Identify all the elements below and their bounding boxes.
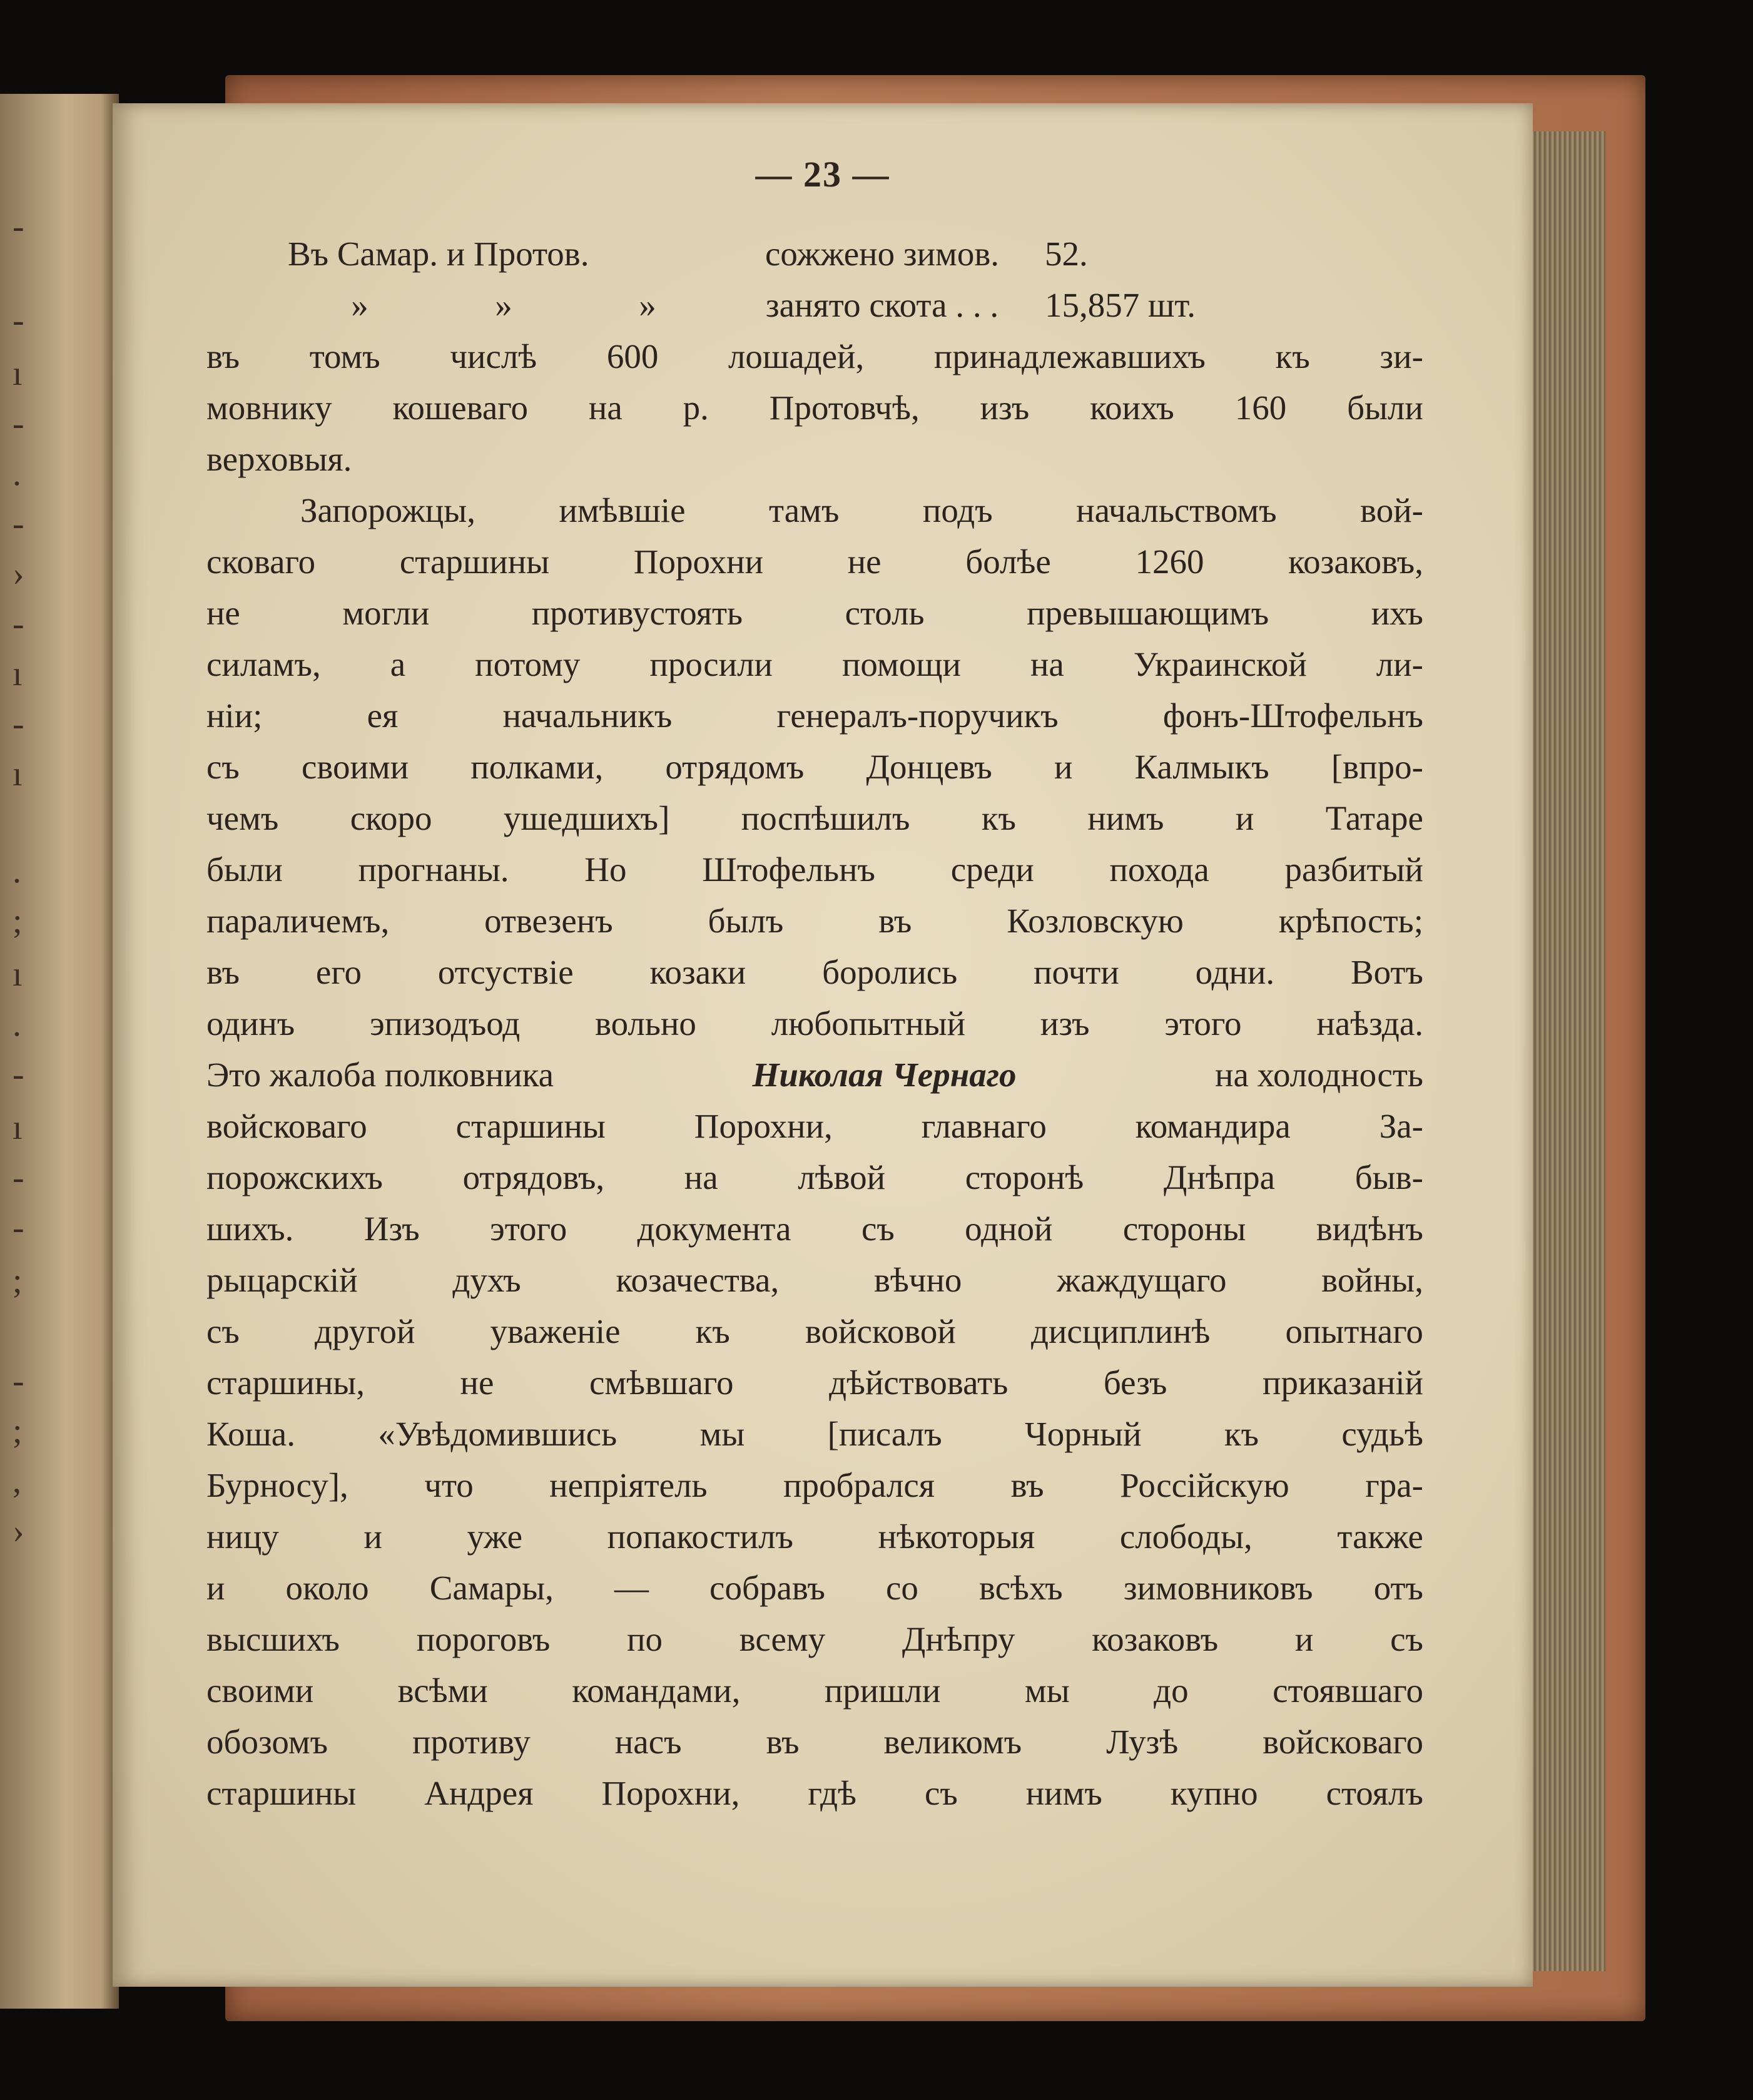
word: а (390, 645, 406, 683)
word: ея (367, 696, 399, 735)
ditto-mark: » (639, 286, 656, 324)
word: Порохни, (694, 1107, 833, 1145)
word: Протовчѣ, (769, 389, 920, 427)
word: отрядовъ, (462, 1158, 605, 1196)
margin-char: - (13, 705, 24, 743)
word: въ (766, 1723, 800, 1761)
word: фонъ-Штофельнъ (1162, 696, 1423, 735)
word: Бурносу], (206, 1466, 348, 1504)
word: быв- (1354, 1158, 1423, 1196)
word: чемъ (206, 799, 279, 837)
word: духъ (452, 1261, 521, 1299)
word: войсковаго (1263, 1723, 1423, 1761)
word: своими (301, 748, 409, 786)
word: пороговъ (416, 1620, 551, 1658)
word: р. (683, 389, 709, 427)
word: слободы, (1119, 1517, 1253, 1556)
word: генералъ-поручикъ (776, 696, 1059, 735)
word: кошеваго (392, 389, 529, 427)
text-line-with-name (206, 1049, 1423, 1101)
word: всѣхъ (978, 1569, 1063, 1607)
text-line (206, 1614, 1423, 1665)
word: просили (649, 645, 773, 683)
word: старшины (206, 1774, 357, 1812)
word: [писалъ (827, 1415, 942, 1453)
word: что (424, 1466, 474, 1504)
word: командами, (572, 1671, 741, 1710)
word: противу (412, 1723, 531, 1761)
word: Порохни (633, 543, 764, 581)
word: главнаго (921, 1107, 1047, 1145)
word: эпизодъод (370, 1004, 521, 1042)
margin-char: - (13, 604, 24, 643)
text-line (206, 1101, 1423, 1152)
word: Татаре (1325, 799, 1423, 837)
word: не (847, 543, 882, 581)
word: изъ (980, 389, 1030, 427)
word: въ (878, 902, 912, 940)
word: насъ (614, 1723, 682, 1761)
word: одни. (1195, 953, 1275, 991)
word: не (206, 594, 240, 632)
word: Штофельнъ (702, 850, 875, 889)
word: вой- (1360, 491, 1423, 529)
word: 160 (1234, 389, 1287, 427)
word: къ (1275, 337, 1310, 375)
word: ницу (206, 1517, 279, 1556)
word: помощи (842, 645, 961, 683)
text-line (206, 1562, 1423, 1614)
word: войсковой (805, 1312, 956, 1350)
word: Днѣпру (902, 1620, 1015, 1658)
word: ли- (1376, 645, 1423, 683)
margin-char: › (13, 554, 24, 593)
word: среди (950, 850, 1034, 889)
text-line (206, 1152, 1423, 1203)
margin-char: ı (13, 354, 23, 393)
paragraph-start (206, 485, 1423, 536)
text-line (206, 895, 1423, 947)
word: коихъ (1090, 389, 1174, 427)
word: къ (981, 799, 1016, 837)
text-line (206, 1409, 1423, 1460)
word: въ (206, 953, 240, 991)
word: прогнаны. (358, 850, 509, 889)
word: Чорный (1024, 1415, 1142, 1453)
word: зимовниковъ (1123, 1569, 1313, 1607)
word: лѣвой (798, 1158, 886, 1196)
word: начальствомъ (1076, 491, 1277, 529)
word: числѣ (450, 337, 537, 375)
word: Донцевъ (866, 748, 992, 786)
text-line (206, 1306, 1423, 1357)
table-place-ditto (206, 280, 719, 331)
word: мы (1024, 1671, 1070, 1710)
word: не (460, 1363, 494, 1402)
word: Запорожцы, (300, 491, 475, 529)
word: командира (1135, 1107, 1291, 1145)
text-line (206, 639, 1423, 690)
word: тамъ (769, 491, 840, 529)
margin-char: - (13, 1055, 24, 1094)
margin-char: . (13, 454, 21, 493)
table-item: сожжено зимов. (765, 235, 1000, 273)
word: всѣми (397, 1671, 488, 1710)
word: и (1294, 1620, 1314, 1658)
text-line (206, 1511, 1423, 1562)
table-value: 15,857 шт. (1045, 286, 1196, 324)
word: около (285, 1569, 369, 1607)
text-line (206, 1203, 1423, 1255)
word: къ (1224, 1415, 1259, 1453)
margin-char: - (13, 1208, 24, 1247)
margin-char: . (13, 1005, 21, 1044)
word: съ (924, 1774, 958, 1812)
word: За- (1379, 1107, 1423, 1145)
word: на (1030, 645, 1064, 683)
word: Козловскую (1007, 902, 1184, 940)
text-line (206, 690, 1423, 742)
margin-char: ı (13, 755, 23, 793)
table-row (206, 228, 1423, 280)
text-line (206, 331, 1423, 382)
margin-char: ; (13, 1412, 23, 1450)
word: въ (1010, 1466, 1044, 1504)
text-line (206, 1255, 1423, 1306)
text-line (206, 742, 1423, 793)
word: имѣвшіе (559, 491, 686, 529)
margin-char: ; (13, 1262, 23, 1300)
word: съ (206, 748, 240, 786)
ditto-mark: » (495, 286, 512, 324)
word: по (627, 1620, 663, 1658)
text-line (206, 1357, 1423, 1409)
text-line (206, 1768, 1423, 1819)
word: поспѣшилъ (741, 799, 910, 837)
word: документа (637, 1210, 791, 1248)
word: Россійскую (1120, 1466, 1289, 1504)
margin-char: - (13, 207, 24, 246)
word: гдѣ (808, 1774, 857, 1812)
word: пришли (824, 1671, 941, 1710)
word: уже (467, 1517, 522, 1556)
word: наѣзда. (1316, 1004, 1423, 1042)
table-row (206, 280, 1423, 331)
word: высшихъ (206, 1620, 340, 1658)
word: съ (1390, 1620, 1423, 1658)
word: похода (1109, 850, 1209, 889)
word: и (363, 1517, 382, 1556)
word: козаковъ, (1288, 543, 1423, 581)
word: Калмыкъ (1134, 748, 1269, 786)
word: Порохни, (601, 1774, 740, 1812)
word: рыцарскій (206, 1261, 358, 1299)
word: и (1235, 799, 1254, 837)
word: одинъ (206, 1004, 295, 1042)
table-value: 52. (1045, 235, 1088, 273)
word: великомъ (883, 1723, 1022, 1761)
word: стоялъ (1326, 1774, 1423, 1812)
word: 1260 (1135, 543, 1204, 581)
word: «Увѣдомившись (378, 1415, 617, 1453)
word: войны, (1321, 1261, 1423, 1299)
word: этого (490, 1210, 567, 1248)
word: сковаго (206, 543, 316, 581)
margin-char: . (13, 852, 21, 890)
word: старшины, (206, 1363, 365, 1402)
word: также (1337, 1517, 1423, 1556)
margin-char: - (13, 1362, 24, 1400)
word: козачества, (616, 1261, 780, 1299)
word: подъ (922, 491, 993, 529)
word: зи- (1380, 337, 1423, 375)
margin-char: ı (13, 655, 23, 693)
word: вѣчно (873, 1261, 962, 1299)
word: пробрался (783, 1466, 935, 1504)
word: и (206, 1569, 225, 1607)
word: другой (315, 1312, 415, 1350)
word: силамъ, (206, 645, 321, 683)
word: Лузѣ (1106, 1723, 1179, 1761)
word: старшины (399, 543, 550, 581)
word: козаки (649, 953, 746, 991)
word: уваженіе (490, 1312, 621, 1350)
word: Изъ (363, 1210, 420, 1248)
margin-char: ı (13, 955, 23, 994)
word: превышающимъ (1027, 594, 1269, 632)
word: видѣнъ (1316, 1210, 1423, 1248)
word: Самары, (429, 1569, 554, 1607)
text-line (206, 382, 1423, 434)
text-line (206, 1716, 1423, 1768)
word: начальникъ (502, 696, 673, 735)
word: мовнику (206, 389, 332, 427)
table-place: Въ Самар. и Протов. (288, 235, 589, 273)
word: лошадей, (728, 337, 865, 375)
word: скоро (350, 799, 432, 837)
word: въ (206, 337, 240, 375)
page-edges (1527, 131, 1605, 1971)
word: отрядомъ (665, 748, 805, 786)
word: судьѣ (1341, 1415, 1423, 1453)
word: были (1347, 389, 1423, 427)
text-line: верховыя. (206, 440, 352, 478)
word: могли (342, 594, 430, 632)
text-line (206, 1665, 1423, 1716)
word: любопытный (771, 1004, 966, 1042)
word: его (315, 953, 362, 991)
word: нѣкоторыя (878, 1517, 1035, 1556)
word: опытнаго (1285, 1312, 1423, 1350)
word: съ (206, 1312, 240, 1350)
word: стороны (1122, 1210, 1246, 1248)
word: изъ (1040, 1004, 1090, 1042)
word: были (206, 850, 283, 889)
word: принадлежавшихъ (933, 337, 1206, 375)
word: Андрея (424, 1774, 534, 1812)
text-line (206, 588, 1423, 639)
word: до (1154, 1671, 1189, 1710)
word: Вотъ (1351, 953, 1423, 991)
word: приказаній (1263, 1363, 1423, 1402)
left-facing-page (0, 94, 119, 2009)
word: и (1054, 748, 1073, 786)
text-line (206, 998, 1423, 1049)
word: почти (1034, 953, 1119, 991)
word: нимъ (1025, 1774, 1102, 1812)
word: столь (845, 594, 925, 632)
italic-name: Николая Чернаго (752, 1056, 1017, 1094)
word: дисциплинѣ (1031, 1312, 1211, 1350)
word: этого (1164, 1004, 1242, 1042)
text-line (206, 536, 1423, 588)
word: купно (1170, 1774, 1258, 1812)
word: сторонѣ (965, 1158, 1084, 1196)
text-line (206, 844, 1423, 895)
word: ихъ (1371, 594, 1423, 632)
word: разбитый (1284, 850, 1423, 889)
text-fragment: Это жалоба полковника (206, 1056, 554, 1094)
word: боролись (822, 953, 958, 991)
text-line (206, 793, 1423, 844)
margin-char: - (13, 404, 24, 443)
word: съ (861, 1210, 895, 1248)
word: непріятель (549, 1466, 708, 1504)
word: — (614, 1569, 649, 1607)
word: болѣе (965, 543, 1051, 581)
table-item: занято скота . . . (765, 286, 999, 324)
ditto-mark: » (351, 286, 368, 324)
word: смѣвшаго (589, 1363, 734, 1402)
text-line (206, 947, 1423, 998)
margin-char: - (13, 301, 24, 340)
word: порожскихъ (206, 1158, 383, 1196)
text-fragment: на холодность (1215, 1056, 1423, 1094)
word: собравъ (709, 1569, 825, 1607)
word: отъ (1373, 1569, 1423, 1607)
word: войсковаго (206, 1107, 367, 1145)
word: былъ (708, 902, 784, 940)
word: параличемъ, (206, 902, 390, 940)
word: стоявшаго (1273, 1671, 1423, 1710)
word: одной (965, 1210, 1053, 1248)
word: старшины (455, 1107, 606, 1145)
word: Днѣпра (1163, 1158, 1276, 1196)
margin-char: ı (13, 1108, 23, 1147)
word: жаждущаго (1057, 1261, 1227, 1299)
word: противустоять (531, 594, 743, 632)
word: [впро- (1331, 748, 1423, 786)
word: Украинской (1133, 645, 1307, 683)
word: своими (206, 1671, 314, 1710)
word: отвезенъ (484, 902, 613, 940)
word: Коша. (206, 1415, 295, 1453)
word: Но (584, 850, 627, 889)
page-number: — 23 — (755, 154, 890, 195)
word: къ (695, 1312, 730, 1350)
word: 600 (606, 337, 659, 375)
word: безъ (1103, 1363, 1167, 1402)
margin-char: - (13, 504, 24, 543)
word: нимъ (1087, 799, 1164, 837)
margin-char: , (13, 1462, 21, 1501)
margin-char: - (13, 1158, 24, 1197)
word: ушедшихъ] (503, 799, 670, 837)
word: полками, (470, 748, 604, 786)
margin-char: › (13, 1512, 24, 1551)
word: вольно (595, 1004, 696, 1042)
word: ніи; (206, 696, 263, 735)
word: потому (475, 645, 581, 683)
text-line (206, 1460, 1423, 1511)
word: дѣйствовать (829, 1363, 1009, 1402)
word: мы (699, 1415, 745, 1453)
word: отсуствіе (437, 953, 574, 991)
word: шихъ. (206, 1210, 294, 1248)
word: крѣпость; (1278, 902, 1423, 940)
word: на (588, 389, 622, 427)
word: всему (739, 1620, 826, 1658)
word: со (885, 1569, 918, 1607)
margin-char: ; (13, 902, 23, 940)
word: попакостилъ (607, 1517, 793, 1556)
page-text (206, 228, 1423, 1819)
word: обозомъ (206, 1723, 328, 1761)
word: гра- (1365, 1466, 1423, 1504)
book-page (113, 103, 1533, 1987)
word: козаковъ (1092, 1620, 1219, 1658)
word: томъ (309, 337, 380, 375)
word: на (684, 1158, 718, 1196)
